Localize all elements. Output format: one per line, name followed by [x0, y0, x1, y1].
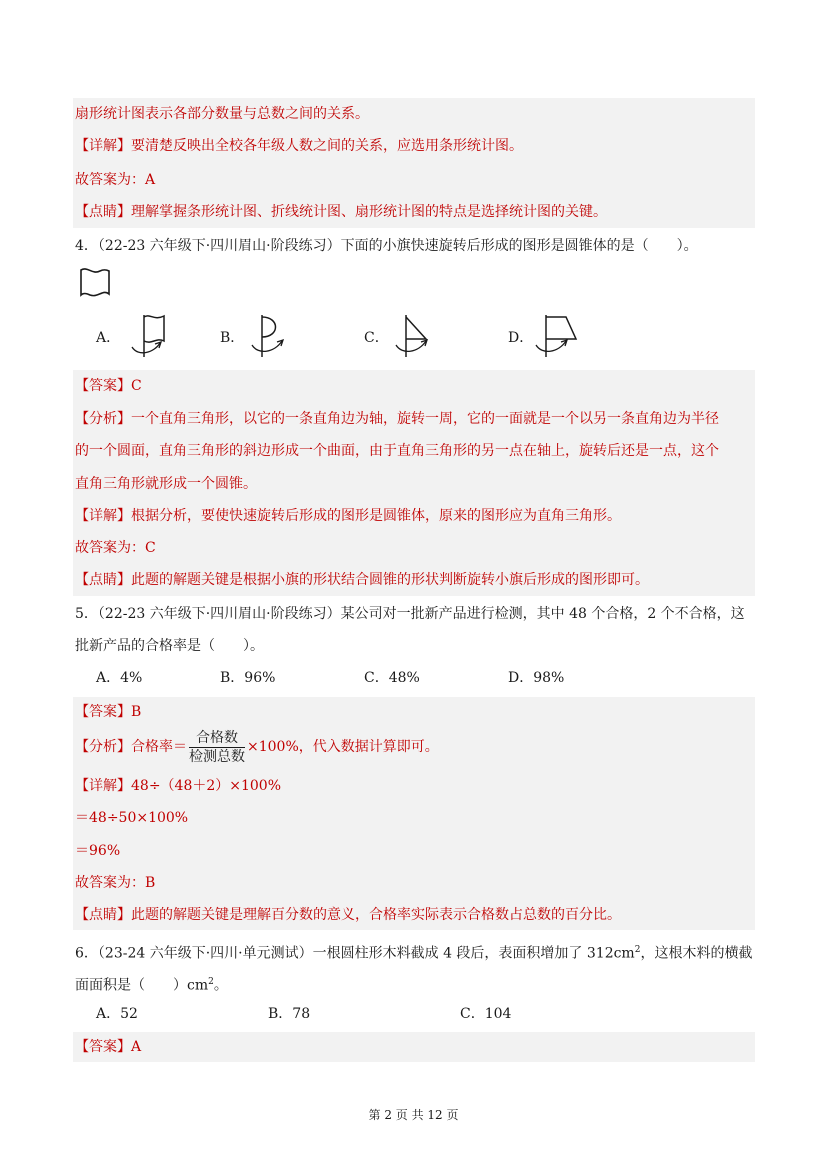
q6-stem-l1-sup: 2 [634, 945, 641, 955]
q4-answer-tag: 【答案】 [75, 378, 131, 394]
q6-stem-l2 [75, 972, 228, 996]
option-d-figure [534, 313, 584, 359]
fraction-numerator: 合格数 [189, 729, 245, 748]
q6-answer [75, 1037, 141, 1057]
flag-figure [78, 267, 112, 299]
q5-option-c: C．48% [364, 670, 420, 686]
option-c-figure [392, 313, 442, 359]
q5-option-a: A．4% [96, 670, 143, 686]
q5-answer [75, 702, 141, 722]
q5-answer-value: B [131, 704, 142, 720]
q4-analysis-l3: 直角三角形就形成一个圆锥。 [75, 476, 257, 492]
q5-stem-l1: 5．（22-23 六年级下·四川眉山·阶段练习）某公司对一批新产品进行检测，其中 48 个合格，2 个不合格，这 [75, 606, 745, 622]
q3-detail-tag: 【详解】 [75, 138, 131, 154]
q6-stem-l1-post: ，这根木料的横截 [640, 945, 753, 962]
q4-analysis-l1 [75, 409, 719, 429]
q5-step2: ＝48÷50×100% [75, 810, 189, 826]
q3-tip-tag: 【点睛】 [75, 204, 131, 220]
q4-option-a: A． [96, 330, 121, 346]
q5-analysis-pre: 合格率＝ [131, 739, 187, 755]
q6-options [96, 1004, 596, 1044]
fraction [189, 729, 245, 766]
q6-stem-l1 [75, 940, 752, 964]
q6-answer-value: A [131, 1039, 142, 1055]
q4-conclusion: 故答案为：C [75, 540, 156, 556]
q6-answer-tag: 【答案】 [75, 1039, 131, 1055]
q5-option-d: D．98% [508, 670, 565, 686]
q5-tip-tag: 【点睛】 [75, 907, 131, 923]
q4-option-c: C． [364, 330, 389, 346]
q6-stem-l2-sup: 2 [208, 977, 214, 987]
q3-analysis-tail: 扇形统计图表示各部分数量与总数之间的关系。 [75, 106, 369, 122]
q4-stem: 4．（22-23 六年级下·四川眉山·阶段练习）下面的小旗快速旋转后形成的图形是圆锥体的是（ ）。 [75, 238, 698, 254]
q5-detail-text: 48÷（48＋2）×100% [131, 778, 282, 794]
q5-analysis [75, 728, 439, 766]
q5-option-b: B．96% [220, 670, 276, 686]
q4-tip-text: 此题的解题关键是根据小旗的形状结合圆锥的形状判断旋转小旗后形成的图形即可。 [131, 572, 649, 588]
q3-detail-text: 要清楚反映出全校各年级人数之间的关系，应选用条形统计图。 [131, 138, 523, 154]
q5-tip [75, 905, 621, 925]
q5-detail-tag: 【详解】 [75, 778, 131, 794]
q6-stem-l2-post: 。 [213, 977, 228, 994]
q5-tip-text: 此题的解题关键是理解百分数的意义，合格率实际表示合格数占总数的百分比。 [131, 907, 621, 923]
q4-tip-tag: 【点睛】 [75, 572, 131, 588]
q4-detail [75, 506, 621, 526]
q5-detail [75, 776, 281, 796]
q6-stem-l1-pre: 6．（23-24 六年级下·四川·单元测试）一根圆柱形木料截成 4 段后，表面积增加了 312cm [75, 945, 635, 962]
q4-tip [75, 570, 649, 590]
q5-stem-l2: 批新产品的合格率是（ ）。 [75, 638, 264, 654]
q4-analysis-tag: 【分析】 [75, 411, 131, 427]
q3-tip [75, 202, 607, 222]
q4-detail-tag: 【详解】 [75, 508, 131, 524]
fraction-denominator: 检测总数 [189, 748, 245, 765]
q6-option-b: B．78 [268, 1006, 311, 1022]
q6-stem-l2-pre: 面面积是（ ）cm [75, 977, 209, 994]
q4-answer [75, 376, 142, 396]
q5-options [96, 668, 596, 708]
q5-conclusion: 故答案为：B [75, 875, 156, 891]
q4-options [96, 318, 596, 358]
q3-conclusion: 故答案为：A [75, 172, 156, 188]
option-b-figure [246, 313, 296, 359]
q4-analysis-text: 一个直角三角形，以它的一条直角边为轴，旋转一周，它的一面就是一个以另一条直角边为半径 [131, 411, 719, 427]
q4-option-b: B． [220, 330, 245, 346]
q4-detail-text: 根据分析，要使快速旋转后形成的图形是圆锥体，原来的图形应为直角三角形。 [131, 508, 621, 524]
q5-step3: ＝96% [75, 843, 121, 859]
q4-option-d: D． [508, 330, 534, 346]
q4-analysis-l2: 的一个圆面，直角三角形的斜边形成一个曲面，由于直角三角形的另一点在轴上，旋转后还是一点，这个 [75, 443, 719, 459]
q5-analysis-tag: 【分析】 [75, 739, 131, 755]
q6-option-c: C．104 [460, 1006, 512, 1022]
q5-analysis-post: ×100%，代入数据计算即可。 [247, 739, 439, 755]
page-footer: 第 2 页 共 12 页 [368, 1108, 459, 1122]
q3-detail [75, 136, 523, 156]
option-a-figure [124, 313, 174, 359]
q4-answer-value: C [131, 378, 142, 394]
q5-answer-tag: 【答案】 [75, 704, 131, 720]
q6-option-a: A．52 [96, 1006, 138, 1022]
q3-tip-text: 理解掌握条形统计图、折线统计图、扇形统计图的特点是选择统计图的关键。 [131, 204, 607, 220]
